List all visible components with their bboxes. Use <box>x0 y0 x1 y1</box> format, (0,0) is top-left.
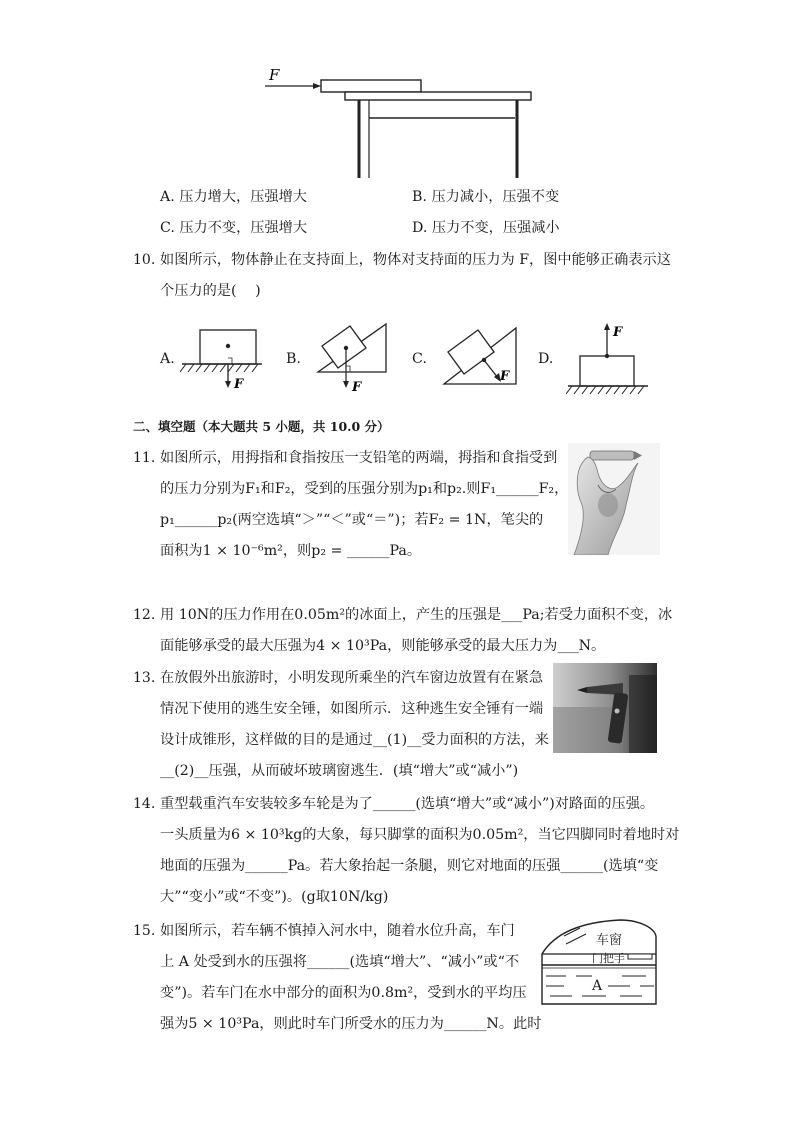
q10-option-a-label: A. <box>160 351 175 367</box>
q10-option-d-label: D. <box>538 351 554 367</box>
q15-line-4: 强为5 × 10³Pa，则此时车门所受水的压力为______N。此时 <box>160 1016 542 1032</box>
q9-option-b: B. 压力减小，压强不变 <box>412 189 560 205</box>
q12-number: 12. <box>133 607 156 623</box>
q14-line-3: 地面的压强为______Pa。若大象抬起一条腿，则它对地面的压强______(选填“变 <box>160 858 659 874</box>
q11-line-1: 如图所示，用拇指和食指按压一支铅笔的两端，拇指和食指受到 <box>160 450 558 466</box>
q14-line-1: 重型载重汽车安装较多车轮是为了______(选填“增大”或“减小”)对路面的压强。 <box>160 796 655 812</box>
q11-line-2: 的压力分别为F₁和F₂，受到的压强分别为p₁和p₂.则F₁______F₂， <box>160 481 569 497</box>
table-board-figure <box>255 62 545 180</box>
q13-line-2: 情况下使用的逃生安全锤，如图所示．这种逃生安全锤有一端 <box>160 701 544 717</box>
q10-figure-d <box>566 318 650 398</box>
q10-d-force-label: F <box>613 325 623 340</box>
hand-pencil-photo <box>568 443 660 555</box>
q9-option-a: A. 压力增大，压强增大 <box>160 189 307 205</box>
q13-line-1: 在放假外出旅游时，小明发现所乘坐的汽车窗边放置有在紧急 <box>160 670 544 686</box>
car-door-water-figure <box>536 914 662 1006</box>
q10-figure-a <box>180 326 264 394</box>
force-label-F: F <box>269 66 280 84</box>
door-handle-label: 门把手 <box>592 952 625 965</box>
q10-option-c-label: C. <box>412 351 427 367</box>
q12-line-1: 用 10N的压力作用在0.05m²的冰面上，产生的压强是___Pa;若受力面积不变，冰 <box>160 607 673 623</box>
q10-b-force-label: F <box>352 380 362 394</box>
q11-line-3: p₁______p₂(两空选填“＞”“＜”或“＝”)；若F₂ = 1N，笔尖的 <box>160 512 544 528</box>
car-window-label: 车窗 <box>596 933 623 948</box>
point-a-label: A <box>592 978 603 994</box>
q13-line-3: 设计成锥形，这样做的目的是通过__(1)__受力面积的方法，来 <box>160 732 549 748</box>
q13-number: 13. <box>133 670 156 686</box>
q9-option-d: D. 压力不变，压强减小 <box>412 220 560 236</box>
q10-line-2: 个压力的是( ) <box>160 283 261 299</box>
q10-line-1: 如图所示，物体静止在支持面上，物体对支持面的压力为 F，图中能够正确表示这 <box>160 252 671 268</box>
q12-line-2: 面能够承受的最大压强为4 × 10³Pa，则能够承受的最大压力为___N。 <box>160 638 606 654</box>
q15-line-3: 变”)。若车门在水中部分的面积为0.8m²，受到水的平均压 <box>160 985 527 1001</box>
q9-option-c: C. 压力不变，压强增大 <box>160 220 308 236</box>
q10-option-b-label: B. <box>286 351 301 367</box>
q13-line-4: __(2)__压强，从而破坏玻璃窗逃生．(填“增大”或“减小”) <box>160 763 519 779</box>
q10-a-force-label: F <box>234 377 244 392</box>
section-heading: 二、填空题（本大题共 5 小题，共 10.0 分） <box>133 419 390 434</box>
q15-line-1: 如图所示，若车辆不慎掉入河水中，随着水位升高，车门 <box>160 923 515 939</box>
q14-line-4: 大”“变小”或“不变”)。(g取10N/kg) <box>160 889 389 905</box>
q14-line-2: 一头质量为6 × 10³kg的大象，每只脚掌的面积为0.05m²，当它四脚同时着地时对 <box>160 827 680 843</box>
q11-line-4: 面积为1 × 10⁻⁶m²，则p₂ = ______Pa。 <box>160 543 422 559</box>
q10-figure-c <box>436 318 520 394</box>
q10-c-force-label: F <box>500 369 510 384</box>
q15-number: 15. <box>133 923 156 939</box>
table-top <box>345 92 531 100</box>
q10-number: 10. <box>133 252 156 268</box>
q14-number: 14. <box>133 796 156 812</box>
q10-figure-b <box>310 318 394 394</box>
q15-line-2: 上 A 处受到水的压强将______(选填“增大”、“减小”或“不 <box>160 954 520 970</box>
board <box>321 80 421 92</box>
q11-number: 11. <box>133 450 156 466</box>
safety-hammer-photo <box>553 663 657 753</box>
